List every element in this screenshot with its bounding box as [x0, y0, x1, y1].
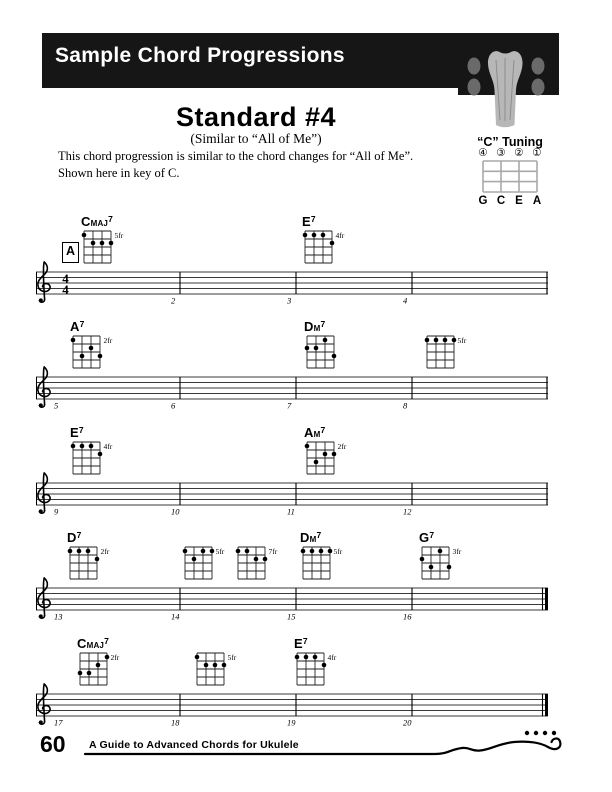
final-barline [545, 694, 548, 716]
chord-diagram-d7 [64, 545, 116, 585]
fret-label: 4fr [103, 442, 113, 451]
fret-label: 2fr [110, 653, 120, 662]
chord-name-cmaj7: CMAJ$^7$ [77, 636, 110, 651]
treble-clef-icon [38, 367, 50, 407]
finger-dot [312, 233, 317, 238]
finger-dot [105, 655, 110, 660]
page-title: Standard #4 [175, 102, 337, 132]
page-header-title: Sample Chord Progressions [55, 44, 345, 67]
chord-name-dm7: $DM^7$ [304, 319, 326, 334]
string-number-4: ④ [478, 147, 488, 159]
chord-diagram-e7 [291, 651, 343, 691]
measure-number: 17 [54, 717, 63, 728]
finger-dot [434, 338, 439, 343]
finger-dot [420, 557, 425, 562]
measure-number: 3 [287, 295, 292, 306]
finger-dot [305, 346, 310, 351]
chord-diagram-a7 [67, 334, 119, 374]
finger-dot [80, 444, 85, 449]
finger-dot [313, 655, 318, 660]
finger-dot [222, 663, 227, 668]
measure-number: 11 [287, 506, 295, 517]
finger-dot [305, 444, 310, 449]
finger-dot [447, 565, 452, 570]
finger-dot [192, 557, 197, 562]
chord-name-e7: $E^7$ [302, 214, 316, 229]
chord-diagram-e7 [299, 229, 351, 269]
description [58, 148, 413, 181]
chord-diagram-e7 [67, 440, 119, 480]
string-letter-a: A [532, 195, 542, 207]
tuning-string-letters [477, 195, 543, 207]
finger-dot [314, 460, 319, 465]
measure-number: 12 [403, 506, 412, 517]
chord-diagram-5fr [179, 545, 231, 585]
fret-label: 5fr [333, 547, 343, 556]
finger-dot [263, 557, 268, 562]
finger-dot [314, 346, 319, 351]
measure-number: 9 [54, 506, 59, 517]
finger-dot [303, 233, 308, 238]
string-number-3: ③ [496, 147, 506, 159]
fret-label: 3fr [452, 547, 462, 556]
finger-dot [304, 655, 309, 660]
finger-dot [323, 452, 328, 457]
measure-number: 15 [287, 611, 296, 622]
finger-dot [80, 354, 85, 359]
string-letter-e: E [515, 195, 523, 207]
finger-dot [438, 549, 443, 554]
header-bar [42, 33, 458, 88]
time-signature-bottom: 4 [62, 282, 69, 297]
chord-name-am7: $AM^7$ [304, 425, 326, 440]
chord-name-e7: $E^7$ [70, 425, 84, 440]
finger-dot [301, 549, 306, 554]
finger-dot [195, 655, 200, 660]
measure-number: 4 [403, 295, 408, 306]
measure-number: 16 [403, 611, 412, 622]
final-barline [545, 588, 548, 610]
page-subtitle: (Similar to “All of Me”) [190, 131, 322, 146]
treble-clef-icon [38, 262, 50, 302]
measure-number: 8 [403, 400, 408, 411]
time-signature-top: 4 [62, 270, 69, 286]
string-letter-c: C [496, 195, 506, 207]
finger-dot [330, 241, 335, 246]
fret-label: 5fr [457, 336, 467, 345]
finger-dot [332, 354, 337, 359]
chord-name-cmaj7: CMAJ$^7$ [81, 214, 114, 229]
finger-dot [443, 338, 448, 343]
finger-dot [95, 557, 100, 562]
finger-dot [295, 655, 300, 660]
finger-dot [254, 557, 259, 562]
string-number-2: ② [514, 147, 524, 159]
fret-label: 2fr [100, 547, 110, 556]
finger-dot [210, 549, 215, 554]
finger-dot [87, 671, 92, 676]
finger-dot [77, 549, 82, 554]
measure-number: 14 [171, 611, 180, 622]
chord-name-e7: $E^7$ [294, 636, 308, 651]
tuning-title: “C” Tuning [477, 135, 543, 149]
finger-dot [98, 452, 103, 457]
finger-dot [452, 338, 457, 343]
measure-number: 20 [403, 717, 412, 728]
chord-diagram-dm7 [301, 334, 353, 374]
finger-dot [78, 671, 83, 676]
fret-label: 2fr [103, 336, 113, 345]
finger-dot [71, 338, 76, 343]
chord-name-g7: $G^7$ [419, 530, 435, 545]
finger-dot [332, 452, 337, 457]
measure-number: 6 [171, 400, 176, 411]
book-title: A Guide to Advanced Chords for Ukulele [89, 739, 299, 751]
sketch-dots [525, 731, 556, 735]
finger-dot [89, 444, 94, 449]
fret-label: 5fr [215, 547, 225, 556]
finger-dot [82, 233, 87, 238]
fret-label: 4fr [335, 231, 345, 240]
chord-diagram-dm7 [297, 545, 349, 585]
treble-clef-icon [38, 578, 50, 618]
treble-clef-icon [38, 473, 50, 513]
finger-dot [429, 565, 434, 570]
finger-dot [98, 354, 103, 359]
finger-dot [236, 549, 241, 554]
finger-dot [109, 241, 114, 246]
finger-dot [71, 444, 76, 449]
chord-name-d7: $D^7$ [67, 530, 82, 545]
finger-dot [100, 241, 105, 246]
description-line-1: This chord progression is similar to the chord changes for “All of Me”. [58, 149, 414, 163]
string-letter-g: G [478, 195, 488, 207]
finger-dot [201, 549, 206, 554]
chord-diagram-cmaj7 [74, 651, 126, 691]
measure-number: 18 [171, 717, 180, 728]
chord-name-a7: $A^7$ [70, 319, 85, 334]
finger-dot [322, 663, 327, 668]
finger-dot [213, 663, 218, 668]
finger-dot [183, 549, 188, 554]
tuning-fretboard-grid [477, 160, 543, 194]
fret-label: 4fr [327, 653, 337, 662]
finger-dot [86, 549, 91, 554]
chord-diagram-5fr [421, 334, 473, 374]
measure-number: 19 [287, 717, 296, 728]
chord-name-dm7: $DM^7$ [300, 530, 322, 545]
rehearsal-mark-a: A [62, 242, 79, 263]
finger-dot [204, 663, 209, 668]
chord-diagram-5fr [191, 651, 243, 691]
finger-dot [425, 338, 430, 343]
chord-diagram-cmaj7 [78, 229, 130, 269]
finger-dot [68, 549, 73, 554]
finger-dot [328, 549, 333, 554]
string-number-1: ① [532, 147, 542, 159]
ukulele-body-sketch [30, 717, 590, 770]
tuning-string-numbers [477, 147, 543, 159]
finger-dot [91, 241, 96, 246]
description-line-2: Shown here in key of C. [58, 165, 180, 180]
sketch-curve [85, 739, 560, 754]
finger-dot [319, 549, 324, 554]
fret-label: 2fr [337, 442, 347, 451]
finger-dot [96, 663, 101, 668]
measure-number: 5 [54, 400, 59, 411]
chord-diagram-am7 [301, 440, 353, 480]
finger-dot [310, 549, 315, 554]
fret-label: 5fr [114, 231, 124, 240]
chord-diagram-g7 [416, 545, 468, 585]
measure-number: 10 [171, 506, 180, 517]
finger-dot [89, 346, 94, 351]
fret-label: 5fr [227, 653, 237, 662]
fret-label: 7fr [268, 547, 278, 556]
treble-clef-icon [38, 684, 50, 724]
page-number: 60 [40, 731, 66, 757]
measure-number: 7 [287, 400, 292, 411]
finger-dot [323, 338, 328, 343]
measure-number: 2 [171, 295, 176, 306]
measure-number: 13 [54, 611, 63, 622]
finger-dot [321, 233, 326, 238]
finger-dot [245, 549, 250, 554]
chord-diagram-7fr [232, 545, 284, 585]
